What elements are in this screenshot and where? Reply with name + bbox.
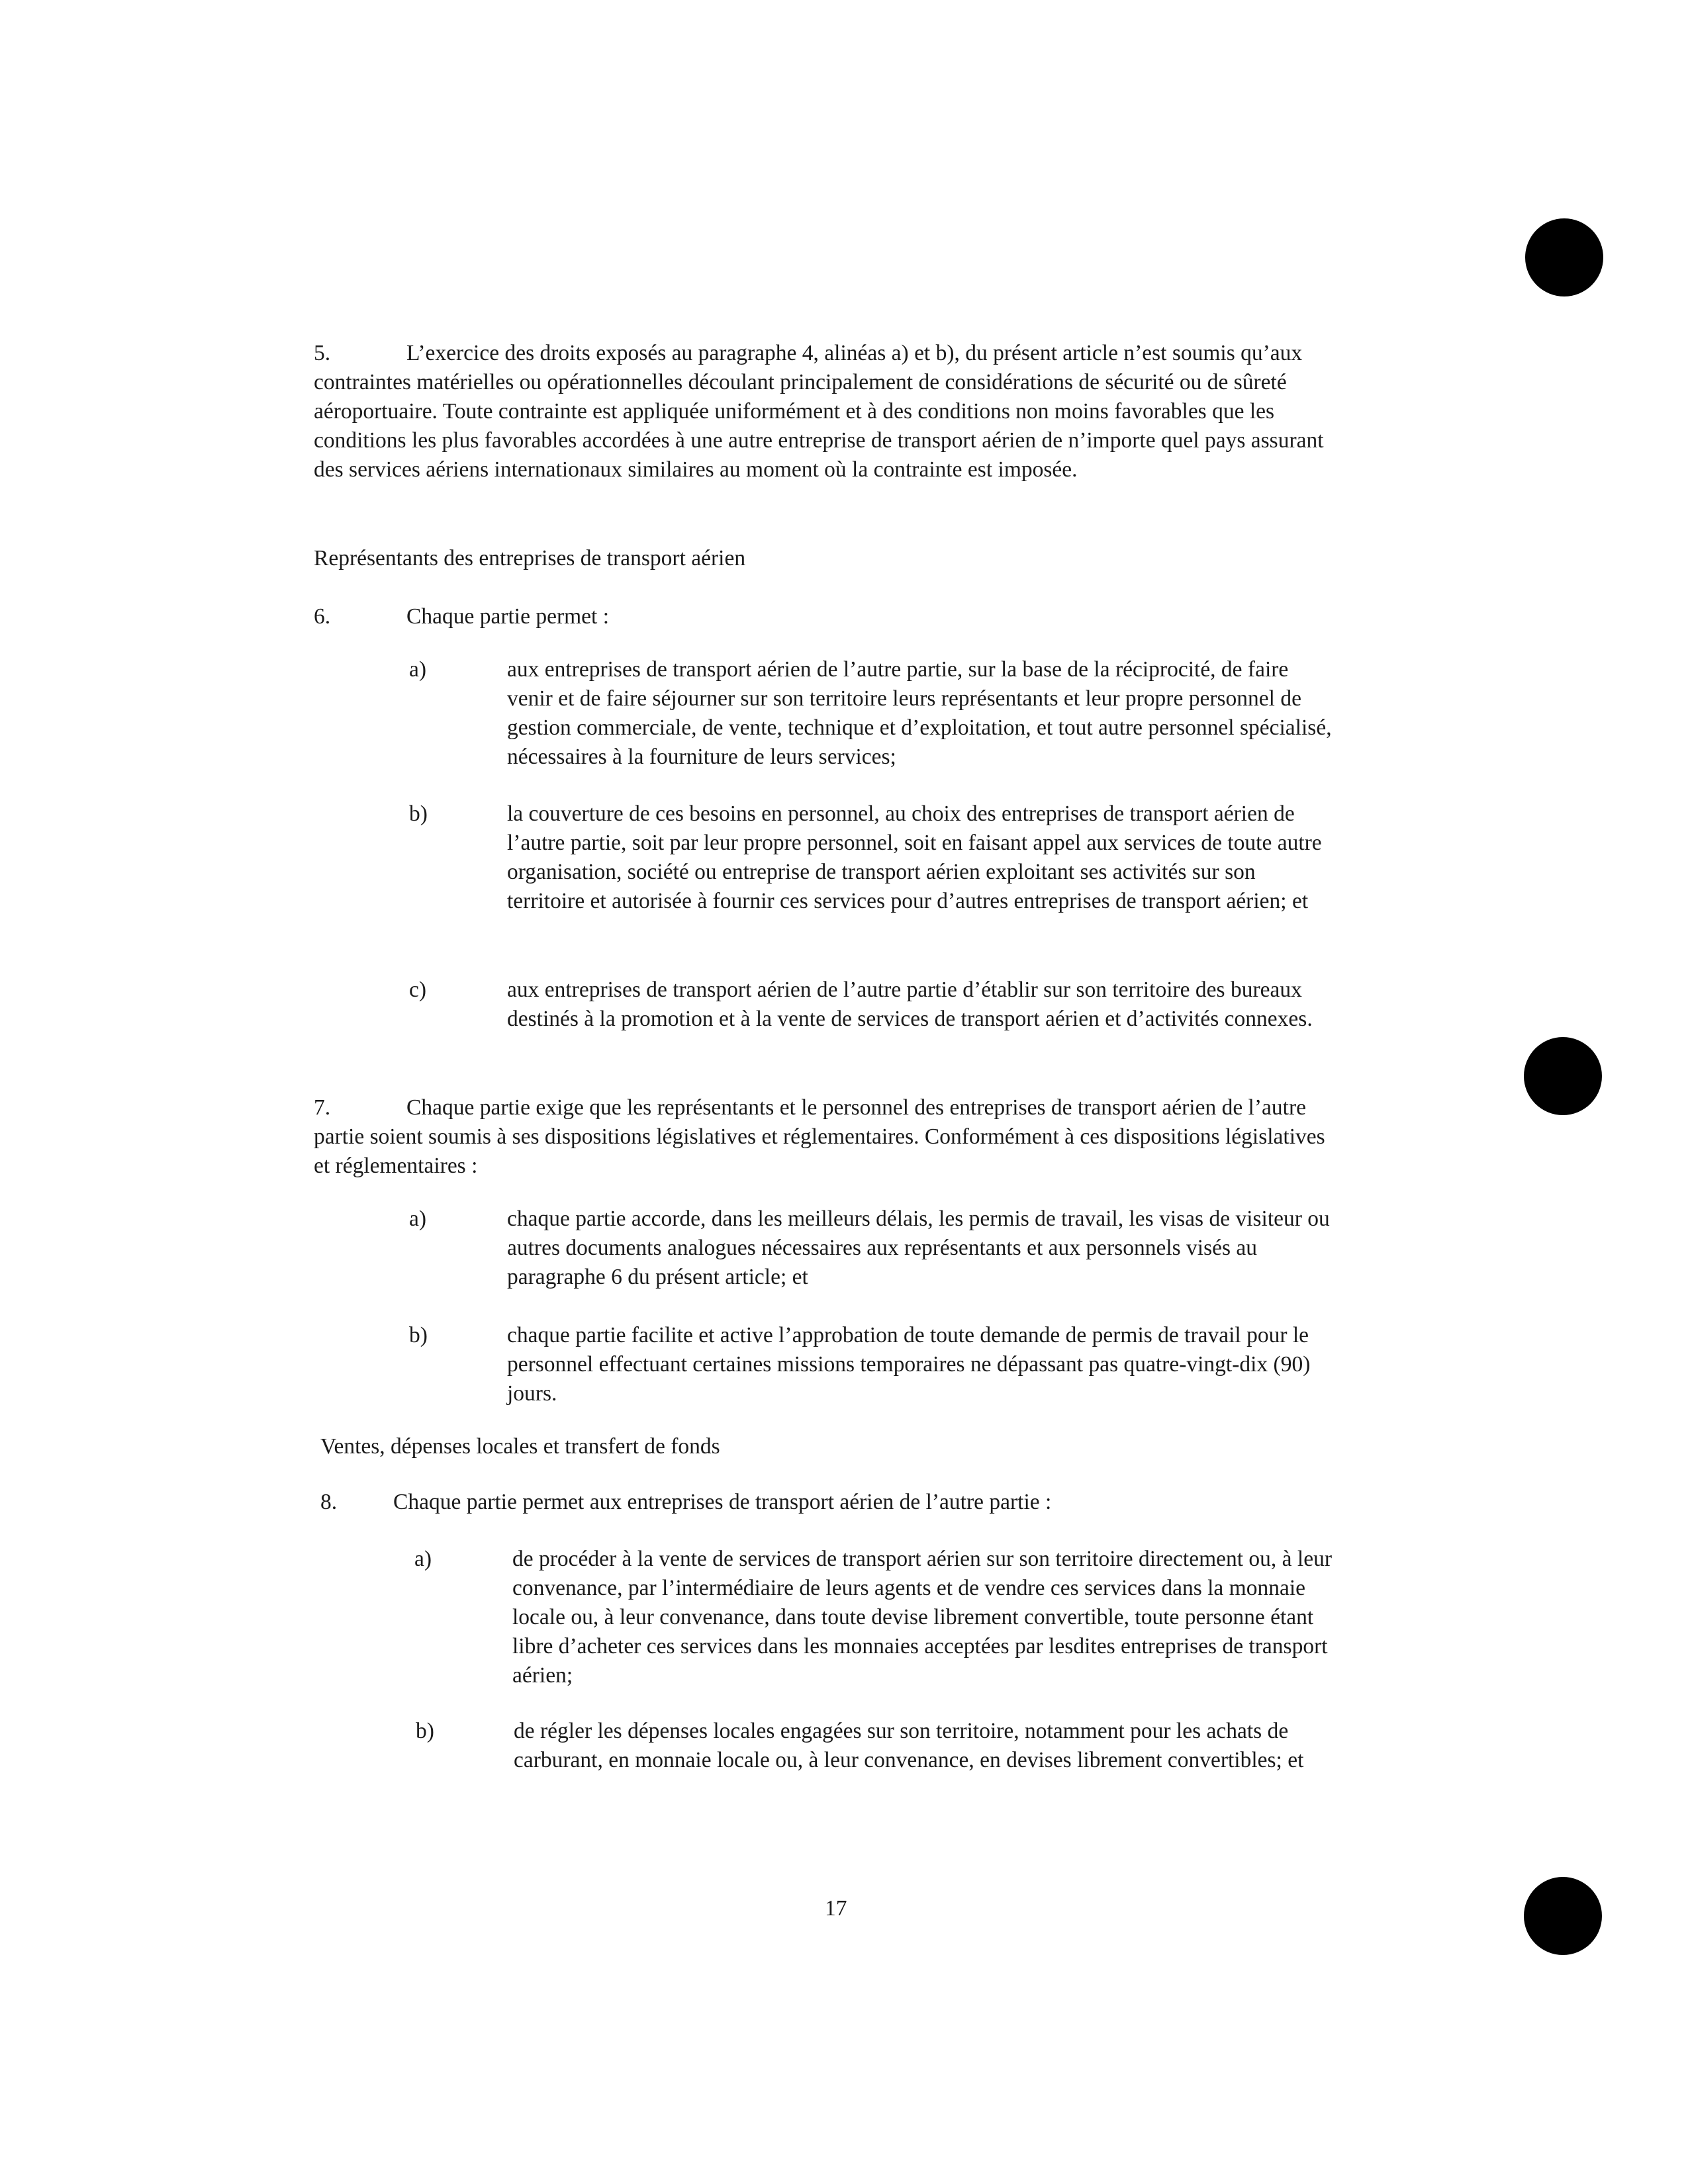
paragraph-6 bbox=[314, 602, 1336, 631]
item-label: b) bbox=[416, 1719, 434, 1743]
paragraph-text: L’exercice des droits exposés au paragraphe 4, alinéas a) et b), du présent article n’est soumis qu’aux contraintes matérielles ou opérationnelles découlant principalement de considérations de sécurité ou de sûreté aéroportuaire. Toute contrainte est appliquée uniformément et à des conditions non moins favorables que les conditions les plus favorables accordées à une autre entreprise de transport aérien de n’importe quel pays assurant des services aériens internationaux similaires au moment où la contrainte est imposée. bbox=[314, 341, 1324, 482]
section-heading-ventes: Ventes, dépenses locales et transfert de fonds bbox=[320, 1434, 720, 1459]
paragraph-number: 6. bbox=[314, 604, 331, 629]
item-text: aux entreprises de transport aérien de l’autre partie, sur la base de la réciprocité, de faire venir et de faire séjourner sur son territoire leurs représentants et leur propre personnel de gestion commerciale, de vente, technique et d’exploitation, et tout autre personnel spécialisé, nécessaires à la fourniture de leurs services; bbox=[507, 657, 1332, 769]
item-label: b) bbox=[409, 1323, 428, 1347]
item-text: aux entreprises de transport aérien de l’autre partie d’établir sur son territoire des bureaux destinés à la promotion et à la vente de services de transport aérien et d’activités connexes. bbox=[507, 978, 1313, 1031]
item-label: a) bbox=[414, 1547, 432, 1571]
item-label: a) bbox=[409, 657, 427, 682]
paragraph-5 bbox=[314, 339, 1336, 484]
item-label: c) bbox=[409, 978, 427, 1002]
paragraph-lead: Chaque partie permet aux entreprises de transport aérien de l’autre partie : bbox=[393, 1490, 1052, 1514]
punch-hole-middle bbox=[1524, 1037, 1602, 1115]
item-text: de procéder à la vente de services de transport aérien sur son territoire directement ou, à leur convenance, par l’intermédiaire de leurs agents et de vendre ces services dans la monnaie locale ou, à leur convenance, dans toute devise librement convertible, toute personne étant libre d’acheter ces services dans les monnaies acceptées par lesdites entreprises de transport aérien; bbox=[512, 1547, 1333, 1688]
paragraph-number: 8. bbox=[320, 1490, 338, 1514]
paragraph-8 bbox=[320, 1488, 1343, 1517]
punch-hole-bottom bbox=[1524, 1877, 1602, 1955]
item-label: b) bbox=[409, 801, 428, 826]
paragraph-number: 7. bbox=[314, 1095, 331, 1120]
item-label: a) bbox=[409, 1206, 427, 1231]
paragraph-lead: Chaque partie permet : bbox=[406, 604, 610, 629]
paragraph-text: Chaque partie exige que les représentants et le personnel des entreprises de transport aérien de l’autre partie soient soumis à ses dispositions législatives et réglementaires. Conformément à ces dispositions législatives et réglementaires : bbox=[314, 1095, 1325, 1178]
item-text: la couverture de ces besoins en personnel, au choix des entreprises de transport aérien de l’autre partie, soit par leur propre personnel, soit en faisant appel aux services de toute autre organisation, société ou entreprise de transport aérien exploitant ses activités sur son territoire et autorisée à fournir ces services pour d’autres entreprises de transport aérien; et bbox=[507, 801, 1322, 913]
item-text: chaque partie accorde, dans les meilleurs délais, les permis de travail, les visas de visiteur ou autres documents analogues nécessaires aux représentants et aux personnels visés au paragraphe 6 du présent article; et bbox=[507, 1206, 1330, 1289]
paragraph-number: 5. bbox=[314, 341, 331, 365]
page-number: 17 bbox=[825, 1896, 847, 1921]
item-text: de régler les dépenses locales engagées sur son territoire, notamment pour les achats de carburant, en monnaie locale ou, à leur convenance, en devises librement convertibles; et bbox=[514, 1719, 1304, 1772]
punch-hole-top bbox=[1525, 218, 1603, 296]
section-heading-representants: Représentants des entreprises de transport aérien bbox=[314, 546, 746, 570]
item-text: chaque partie facilite et active l’approbation de toute demande de permis de travail pour le personnel effectuant certaines missions temporaires ne dépassant pas quatre-vingt-dix (90) jours. bbox=[507, 1323, 1311, 1406]
paragraph-7 bbox=[314, 1093, 1336, 1181]
